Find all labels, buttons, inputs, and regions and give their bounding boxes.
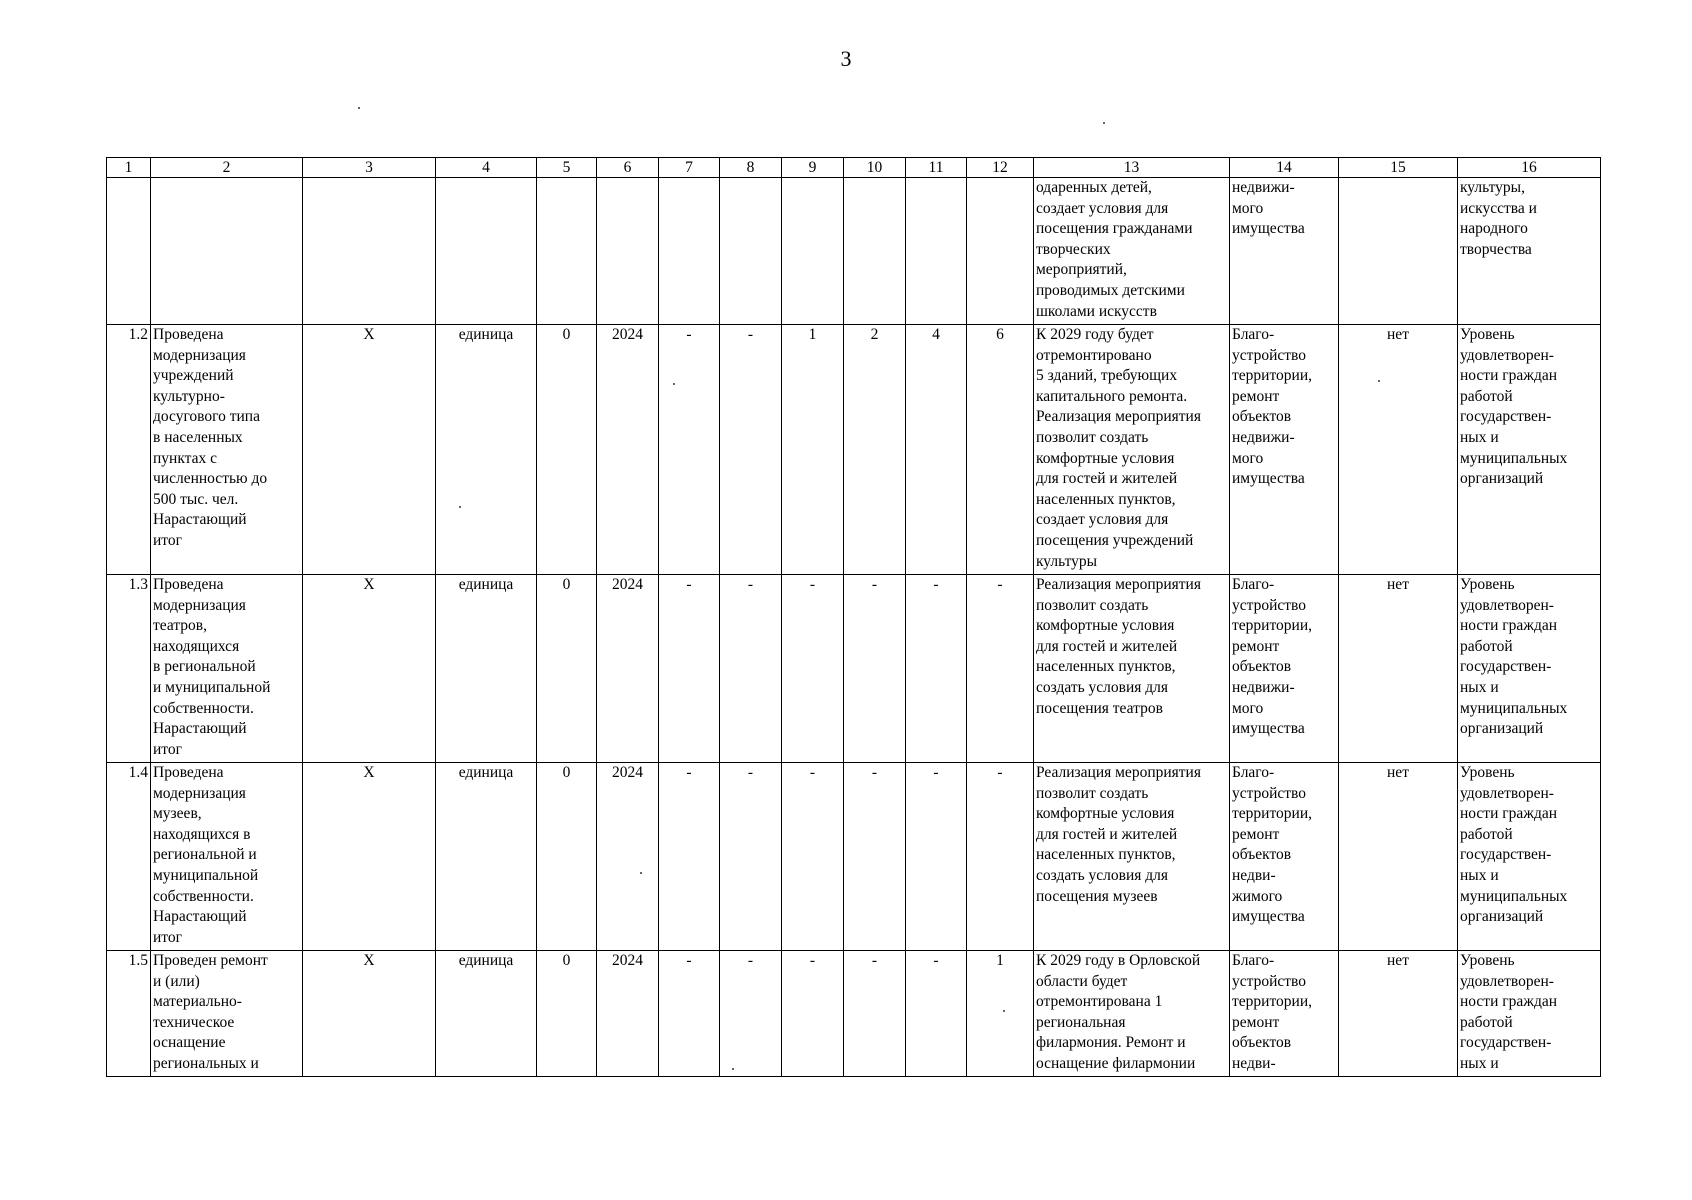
result-type-cell-line: ремонт xyxy=(1232,825,1280,843)
indicator-name-line: численностью до xyxy=(153,470,268,488)
base-year-cell xyxy=(597,178,659,325)
value-2025-cell: - xyxy=(720,951,782,1077)
value-2025-cell xyxy=(720,178,782,325)
indicator-name-line: находящихся xyxy=(153,637,240,655)
unit-cell: единица xyxy=(436,763,537,951)
column-header: 8 xyxy=(720,158,782,178)
linked-indicator-cell-line: ности граждан xyxy=(1460,993,1558,1011)
base-value-cell: 0 xyxy=(537,575,597,763)
description-cell-line: создать условия для xyxy=(1036,866,1169,884)
description-cell-line: культуры xyxy=(1036,552,1098,570)
indicator-name-line: культурно- xyxy=(153,387,225,405)
indicator-name-line: модернизация xyxy=(153,346,246,364)
linked-indicator-cell-line: удовлетворен- xyxy=(1460,596,1554,614)
cell-col-15 xyxy=(1339,178,1458,325)
description-cell-line: К 2029 году будет xyxy=(1036,326,1154,343)
base-year-cell: 2024 xyxy=(597,325,659,575)
linked-indicator-cell xyxy=(1458,951,1601,1077)
row-number: 1.5 xyxy=(107,951,151,1077)
value-2024-cell: - xyxy=(659,763,720,951)
indicator-name xyxy=(151,951,303,1077)
linked-indicator-cell-line: ных и xyxy=(1460,866,1499,884)
description-cell-line: посещения учреждений xyxy=(1036,531,1194,549)
column-header: 1 xyxy=(107,158,151,178)
indicator-name-line: оснащение xyxy=(153,1034,226,1052)
result-type-cell-line: устройство xyxy=(1232,784,1307,802)
description-cell-line: 5 зданий, требующих xyxy=(1036,367,1178,385)
value-2024-cell: - xyxy=(659,951,720,1077)
result-type-cell-line: территории, xyxy=(1232,367,1312,385)
column-header: 16 xyxy=(1458,158,1601,178)
description-cell-line: отремонтирована 1 xyxy=(1036,993,1163,1011)
indicator-name-line: техническое xyxy=(153,1013,235,1031)
value-2025-cell: - xyxy=(720,763,782,951)
description-cell xyxy=(1034,325,1230,575)
value-2029-cell: 6 xyxy=(967,325,1034,575)
value-2024-cell: - xyxy=(659,575,720,763)
linked-indicator-cell-line: организаций xyxy=(1460,470,1544,488)
result-type-cell xyxy=(1230,951,1339,1077)
result-type-cell-line: Благо- xyxy=(1232,576,1275,593)
value-2027-cell: 2 xyxy=(844,325,906,575)
linked-indicator-cell-line: Уровень xyxy=(1460,764,1515,781)
page-number: 3 xyxy=(840,46,852,71)
result-type-cell-line: Благо- xyxy=(1232,326,1275,343)
indicator-name xyxy=(151,325,303,575)
column-header: 12 xyxy=(967,158,1034,178)
linked-indicator-cell-line: муниципальных xyxy=(1460,887,1568,905)
cell-col-3: X xyxy=(303,325,436,575)
value-2025-cell: - xyxy=(720,575,782,763)
indicator-name-line: Проведена xyxy=(153,576,224,593)
description-cell-line: для гостей и жителей xyxy=(1036,470,1178,488)
indicator-name-line: в региональной xyxy=(153,658,256,676)
linked-indicator-cell-line: ных и xyxy=(1460,678,1499,696)
description-cell-line: Реализация мероприятия xyxy=(1036,764,1201,781)
linked-indicator-cell xyxy=(1458,325,1601,575)
result-type-cell-line: устройство xyxy=(1232,346,1307,364)
indicator-name-line: пунктах с xyxy=(153,449,218,467)
indicator-name-line: собственности. xyxy=(153,887,254,905)
linked-indicator-cell-line: удовлетворен- xyxy=(1460,784,1554,802)
description-cell-line: населенных пунктов, xyxy=(1036,490,1176,508)
value-2028-cell xyxy=(906,178,967,325)
indicator-name-line: Нарастающий xyxy=(153,511,247,529)
result-type-cell-line: мого xyxy=(1232,449,1264,467)
indicator-name-line: итог xyxy=(153,928,182,946)
base-value-cell xyxy=(537,178,597,325)
indicator-name xyxy=(151,763,303,951)
cell-col-15: нет xyxy=(1339,951,1458,1077)
value-2026-cell: - xyxy=(782,575,844,763)
linked-indicator-cell-line: муниципальных xyxy=(1460,699,1568,717)
result-type-cell-line: объектов xyxy=(1232,1034,1292,1052)
description-cell-line: позволит создать xyxy=(1036,784,1149,802)
column-header: 4 xyxy=(436,158,537,178)
result-type-cell-line: ремонт xyxy=(1232,637,1280,655)
row-number xyxy=(107,178,151,325)
base-year-cell: 2024 xyxy=(597,763,659,951)
linked-indicator-cell-line: государствен- xyxy=(1460,1034,1552,1052)
result-type-cell-line: устройство xyxy=(1232,596,1307,614)
value-2028-cell: - xyxy=(906,763,967,951)
indicators-table xyxy=(106,157,1601,1077)
value-2024-cell xyxy=(659,178,720,325)
column-header: 6 xyxy=(597,158,659,178)
indicator-name xyxy=(151,575,303,763)
value-2026-cell xyxy=(782,178,844,325)
result-type-cell-line: недвижи- xyxy=(1232,428,1295,446)
base-year-cell: 2024 xyxy=(597,575,659,763)
linked-indicator-cell-line: государствен- xyxy=(1460,846,1552,864)
unit-cell: единица xyxy=(436,951,537,1077)
indicator-name-line: материально- xyxy=(153,993,242,1011)
result-type-cell-line: имущества xyxy=(1232,470,1305,488)
result-type-cell-line: ремонт xyxy=(1232,1013,1280,1031)
value-2028-cell: - xyxy=(906,951,967,1077)
column-header: 5 xyxy=(537,158,597,178)
description-cell-line: посещения гражданами xyxy=(1036,220,1193,238)
linked-indicator-cell-line: государствен- xyxy=(1460,658,1552,676)
linked-indicator-cell-line: работой xyxy=(1460,637,1513,655)
indicator-name-line: Нарастающий xyxy=(153,908,247,926)
linked-indicator-cell xyxy=(1458,575,1601,763)
unit-cell: единица xyxy=(436,575,537,763)
linked-indicator-cell-line: Уровень xyxy=(1460,326,1515,343)
value-2027-cell: - xyxy=(844,763,906,951)
linked-indicator-cell-line: муниципальных xyxy=(1460,449,1568,467)
column-header: 2 xyxy=(151,158,303,178)
description-cell-line: населенных пунктов, xyxy=(1036,658,1176,676)
base-value-cell: 0 xyxy=(537,325,597,575)
base-value-cell: 0 xyxy=(537,763,597,951)
column-header: 3 xyxy=(303,158,436,178)
indicator-name-line: и (или) xyxy=(153,972,200,990)
linked-indicator-cell-line: ности граждан xyxy=(1460,617,1558,635)
linked-indicator-cell-line: народного xyxy=(1460,220,1528,238)
table-row-1-5 xyxy=(107,951,1601,1077)
result-type-cell-line: мого xyxy=(1232,199,1264,217)
result-type-cell-line: недвижи- xyxy=(1232,678,1295,696)
cell-col-15: нет xyxy=(1339,325,1458,575)
indicator-name-line: в населенных xyxy=(153,428,243,446)
description-cell-line: творческих xyxy=(1036,240,1111,258)
result-type-cell-line: недвижи- xyxy=(1232,179,1295,196)
indicator-name-line: и муниципальной xyxy=(153,678,271,696)
base-year-cell: 2024 xyxy=(597,951,659,1077)
description-cell-line: Реализация мероприятия xyxy=(1036,408,1201,426)
linked-indicator-cell-line: удовлетворен- xyxy=(1460,972,1554,990)
linked-indicator-cell xyxy=(1458,178,1601,325)
result-type-cell xyxy=(1230,178,1339,325)
description-cell-line: области будет xyxy=(1036,972,1128,990)
value-2028-cell: 4 xyxy=(906,325,967,575)
result-type-cell xyxy=(1230,575,1339,763)
value-2028-cell: - xyxy=(906,575,967,763)
linked-indicator-cell-line: культуры, xyxy=(1460,179,1525,196)
value-2026-cell: - xyxy=(782,763,844,951)
linked-indicator-cell-line: Уровень xyxy=(1460,576,1515,593)
column-number-row xyxy=(107,158,1601,178)
value-2029-cell: - xyxy=(967,763,1034,951)
result-type-cell-line: территории, xyxy=(1232,805,1312,823)
indicator-name-line: Проведен ремонт xyxy=(153,952,268,969)
table-row-1-3 xyxy=(107,575,1601,763)
linked-indicator-cell-line: работой xyxy=(1460,387,1513,405)
value-2029-cell xyxy=(967,178,1034,325)
description-cell-line: посещения театров xyxy=(1036,699,1163,717)
indicator-name xyxy=(151,178,303,325)
linked-indicator-cell-line: государствен- xyxy=(1460,408,1552,426)
cell-col-3 xyxy=(303,178,436,325)
value-2025-cell: - xyxy=(720,325,782,575)
linked-indicator-cell-line: работой xyxy=(1460,1013,1513,1031)
indicator-name-line: муниципальной xyxy=(153,866,259,884)
description-cell-line: одаренных детей, xyxy=(1036,179,1152,196)
column-header: 7 xyxy=(659,158,720,178)
column-header: 11 xyxy=(906,158,967,178)
result-type-cell-line: объектов xyxy=(1232,846,1292,864)
value-2027-cell: - xyxy=(844,951,906,1077)
cell-col-3: X xyxy=(303,575,436,763)
description-cell xyxy=(1034,575,1230,763)
indicator-name-line: находящихся в xyxy=(153,825,251,843)
cell-col-3: X xyxy=(303,951,436,1077)
linked-indicator-cell-line: творчества xyxy=(1460,240,1532,258)
indicator-name-line: музеев, xyxy=(153,805,202,823)
description-cell-line: Реализация мероприятия xyxy=(1036,576,1201,593)
result-type-cell-line: недви- xyxy=(1232,1054,1276,1072)
cell-col-15: нет xyxy=(1339,575,1458,763)
unit-cell: единица xyxy=(436,325,537,575)
cell-col-3: X xyxy=(303,763,436,951)
indicator-name-line: Проведена xyxy=(153,764,224,781)
linked-indicator-cell-line: удовлетворен- xyxy=(1460,346,1554,364)
column-header: 15 xyxy=(1339,158,1458,178)
indicator-name-line: учреждений xyxy=(153,367,234,385)
linked-indicator-cell-line: ности граждан xyxy=(1460,367,1558,385)
linked-indicator-cell-line: искусства и xyxy=(1460,199,1537,217)
column-header: 10 xyxy=(844,158,906,178)
description-cell-line: отремонтировано xyxy=(1036,346,1152,364)
description-cell-line: филармония. Ремонт и xyxy=(1036,1034,1186,1052)
result-type-cell-line: мого xyxy=(1232,699,1264,717)
result-type-cell-line: объектов xyxy=(1232,658,1292,676)
linked-indicator-cell-line: ных и xyxy=(1460,428,1499,446)
description-cell xyxy=(1034,951,1230,1077)
description-cell-line: К 2029 году в Орловской xyxy=(1036,952,1201,969)
description-cell-line: создает условия для xyxy=(1036,199,1169,217)
description-cell-line: населенных пунктов, xyxy=(1036,846,1176,864)
result-type-cell-line: жимого xyxy=(1232,887,1283,905)
result-type-cell-line: Благо- xyxy=(1232,764,1275,781)
result-type-cell-line: устройство xyxy=(1232,972,1307,990)
description-cell-line: позволит создать xyxy=(1036,596,1149,614)
value-2026-cell: 1 xyxy=(782,325,844,575)
indicator-name-line: итог xyxy=(153,740,182,758)
indicator-name-line: собственности. xyxy=(153,699,254,717)
result-type-cell-line: недви- xyxy=(1232,866,1276,884)
result-type-cell xyxy=(1230,763,1339,951)
result-type-cell-line: имущества xyxy=(1232,720,1305,738)
table-row-1-4 xyxy=(107,763,1601,951)
description-cell-line: посещения музеев xyxy=(1036,887,1158,905)
indicator-name-line: Проведена xyxy=(153,326,224,343)
description-cell-line: капитального ремонта. xyxy=(1036,387,1188,405)
column-header: 13 xyxy=(1034,158,1230,178)
result-type-cell xyxy=(1230,325,1339,575)
description-cell-line: для гостей и жителей xyxy=(1036,825,1178,843)
description-cell-line: комфортные условия xyxy=(1036,617,1175,635)
linked-indicator-cell-line: ности граждан xyxy=(1460,805,1558,823)
description-cell-line: комфортные условия xyxy=(1036,805,1175,823)
result-type-cell-line: территории, xyxy=(1232,993,1312,1011)
indicator-name-line: 500 тыс. чел. xyxy=(153,490,239,508)
base-value-cell: 0 xyxy=(537,951,597,1077)
description-cell-line: комфортные условия xyxy=(1036,449,1175,467)
row-number: 1.3 xyxy=(107,575,151,763)
table-row-continuation xyxy=(107,178,1601,325)
result-type-cell-line: ремонт xyxy=(1232,387,1280,405)
value-2024-cell: - xyxy=(659,325,720,575)
description-cell xyxy=(1034,763,1230,951)
result-type-cell-line: имущества xyxy=(1232,908,1305,926)
column-header: 14 xyxy=(1230,158,1339,178)
value-2029-cell: - xyxy=(967,575,1034,763)
linked-indicator-cell xyxy=(1458,763,1601,951)
result-type-cell-line: объектов xyxy=(1232,408,1292,426)
result-type-cell-line: имущества xyxy=(1232,220,1305,238)
indicator-name-line: модернизация xyxy=(153,784,246,802)
description-cell xyxy=(1034,178,1230,325)
value-2029-cell: 1 xyxy=(967,951,1034,1077)
value-2026-cell: - xyxy=(782,951,844,1077)
column-header: 9 xyxy=(782,158,844,178)
description-cell-line: школами искусств xyxy=(1036,302,1157,320)
row-number: 1.4 xyxy=(107,763,151,951)
indicator-name-line: региональной и xyxy=(153,846,257,864)
description-cell-line: проводимых детскими xyxy=(1036,281,1185,299)
scan-speck xyxy=(358,107,360,109)
indicator-name-line: театров, xyxy=(153,617,207,635)
value-2027-cell xyxy=(844,178,906,325)
description-cell-line: создает условия для xyxy=(1036,511,1169,529)
linked-indicator-cell-line: организаций xyxy=(1460,720,1544,738)
description-cell-line: позволит создать xyxy=(1036,428,1149,446)
indicator-name-line: досугового типа xyxy=(153,408,260,426)
indicator-name-line: итог xyxy=(153,531,182,549)
linked-indicator-cell-line: работой xyxy=(1460,825,1513,843)
description-cell-line: оснащение филармонии xyxy=(1036,1054,1196,1072)
indicator-name-line: модернизация xyxy=(153,596,246,614)
indicator-name-line: региональных и xyxy=(153,1054,259,1072)
description-cell-line: региональная xyxy=(1036,1013,1126,1031)
cell-col-15: нет xyxy=(1339,763,1458,951)
result-type-cell-line: Благо- xyxy=(1232,952,1275,969)
description-cell-line: для гостей и жителей xyxy=(1036,637,1178,655)
description-cell-line: создать условия для xyxy=(1036,678,1169,696)
linked-indicator-cell-line: ных и xyxy=(1460,1054,1499,1072)
unit-cell xyxy=(436,178,537,325)
linked-indicator-cell-line: Уровень xyxy=(1460,952,1515,969)
result-type-cell-line: территории, xyxy=(1232,617,1312,635)
value-2027-cell: - xyxy=(844,575,906,763)
row-number: 1.2 xyxy=(107,325,151,575)
table-row-1-2 xyxy=(107,325,1601,575)
linked-indicator-cell-line: организаций xyxy=(1460,908,1544,926)
indicator-name-line: Нарастающий xyxy=(153,720,247,738)
description-cell-line: мероприятий, xyxy=(1036,261,1127,279)
scan-speck xyxy=(1103,122,1105,124)
